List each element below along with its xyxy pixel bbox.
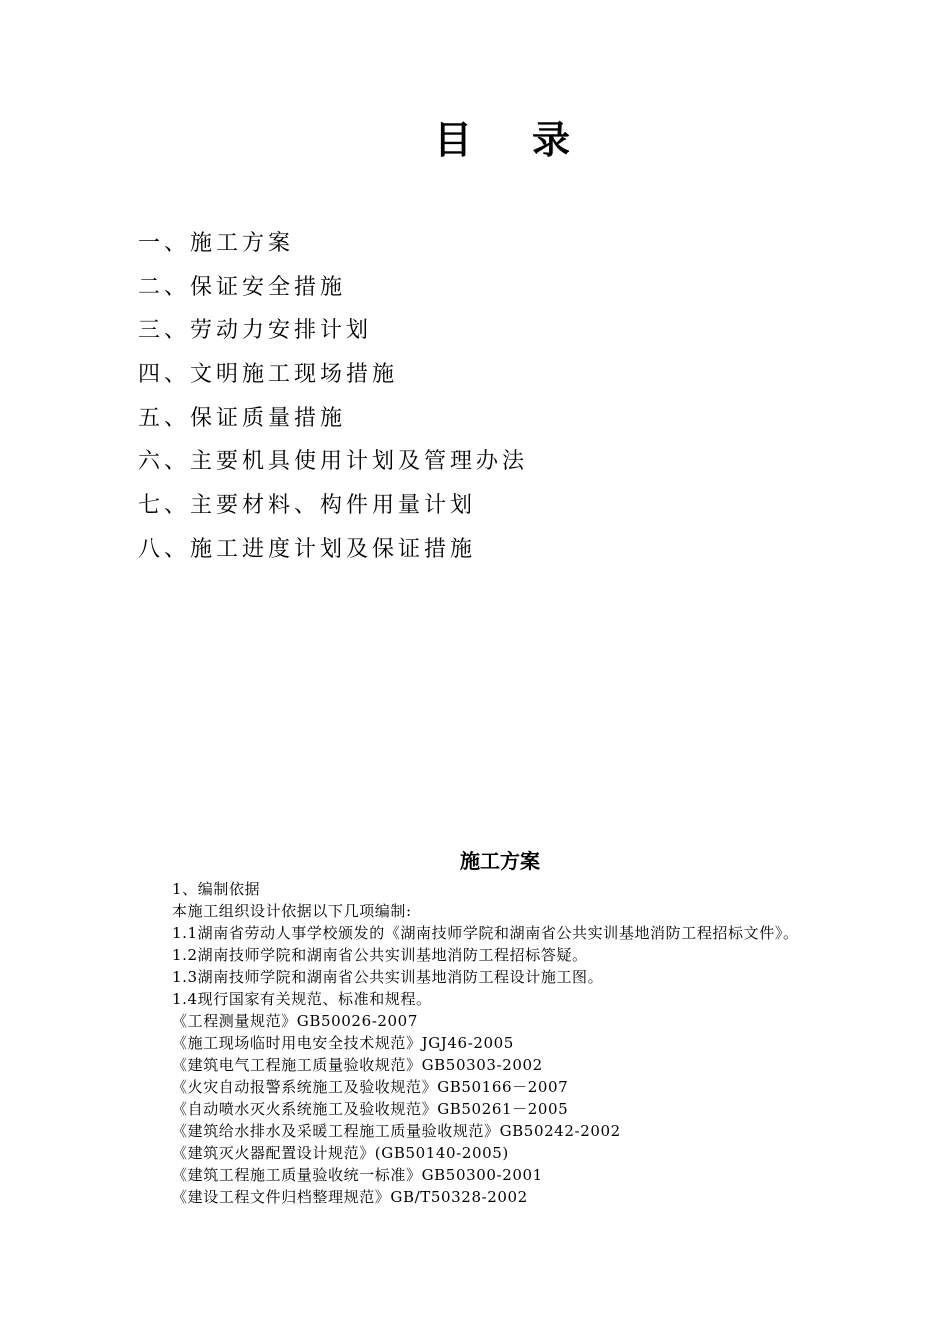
section-title: 施工方案 [460, 849, 540, 873]
basis-item: 1.3湖南技师学院和湖南省公共实训基地消防工程设计施工图。 [172, 968, 604, 986]
standard-item: 《自动喷水灭火系统施工及验收规范》GB50261－2005 [172, 1100, 569, 1118]
toc-item: 三、劳动力安排计划 [138, 318, 373, 344]
toc-item: 一、施工方案 [138, 231, 295, 256]
basis-item: 1.4现行国家有关规范、标准和规程。 [172, 990, 432, 1008]
basis-item: 1.1湖南省劳动人事学校颁发的《湖南技师学院和湖南省公共实训基地消防工程招标文件》。 [172, 924, 799, 942]
toc-item: 七、主要材料、构件用量计划 [138, 493, 477, 519]
basis-item: 1.2湖南技师学院和湖南省公共实训基地消防工程招标答疑。 [172, 946, 588, 964]
toc-item: 四、文明施工现场措施 [138, 362, 399, 388]
toc-list [138, 222, 528, 572]
standard-item: 《建筑电气工程施工质量验收规范》GB50303-2002 [172, 1056, 543, 1074]
toc-item: 二、保证安全措施 [138, 274, 347, 300]
standard-item: 《建筑灭火器配置设计规范》(GB50140-2005) [172, 1144, 509, 1162]
toc-item: 五、保证质量措施 [138, 405, 347, 431]
standard-item: 《建设工程文件归档整理规范》GB/T50328-2002 [172, 1188, 528, 1206]
toc-title [0, 112, 950, 168]
toc-item: 八、施工进度计划及保证措施 [138, 536, 477, 562]
standard-item: 《建筑工程施工质量验收统一标准》GB50300-2001 [172, 1166, 543, 1184]
standard-item: 《建筑给水排水及采暖工程施工质量验收规范》GB50242-2002 [172, 1122, 621, 1140]
standard-item: 《施工现场临时用电安全技术规范》JGJ46-2005 [172, 1034, 514, 1052]
section-body [138, 878, 878, 1208]
toc-item: 六、主要机具使用计划及管理办法 [138, 449, 529, 475]
standard-item: 《火灾自动报警系统施工及验收规范》GB50166－2007 [172, 1078, 569, 1096]
toc-title-char-2: 录 [532, 118, 571, 162]
toc-title-char-1: 目 [433, 118, 472, 162]
section-heading: 1、编制依据 [172, 880, 261, 898]
intro-paragraph: 本施工组织设计依据以下几项编制: [172, 902, 412, 920]
standard-item: 《工程测量规范》GB50026-2007 [172, 1012, 418, 1030]
